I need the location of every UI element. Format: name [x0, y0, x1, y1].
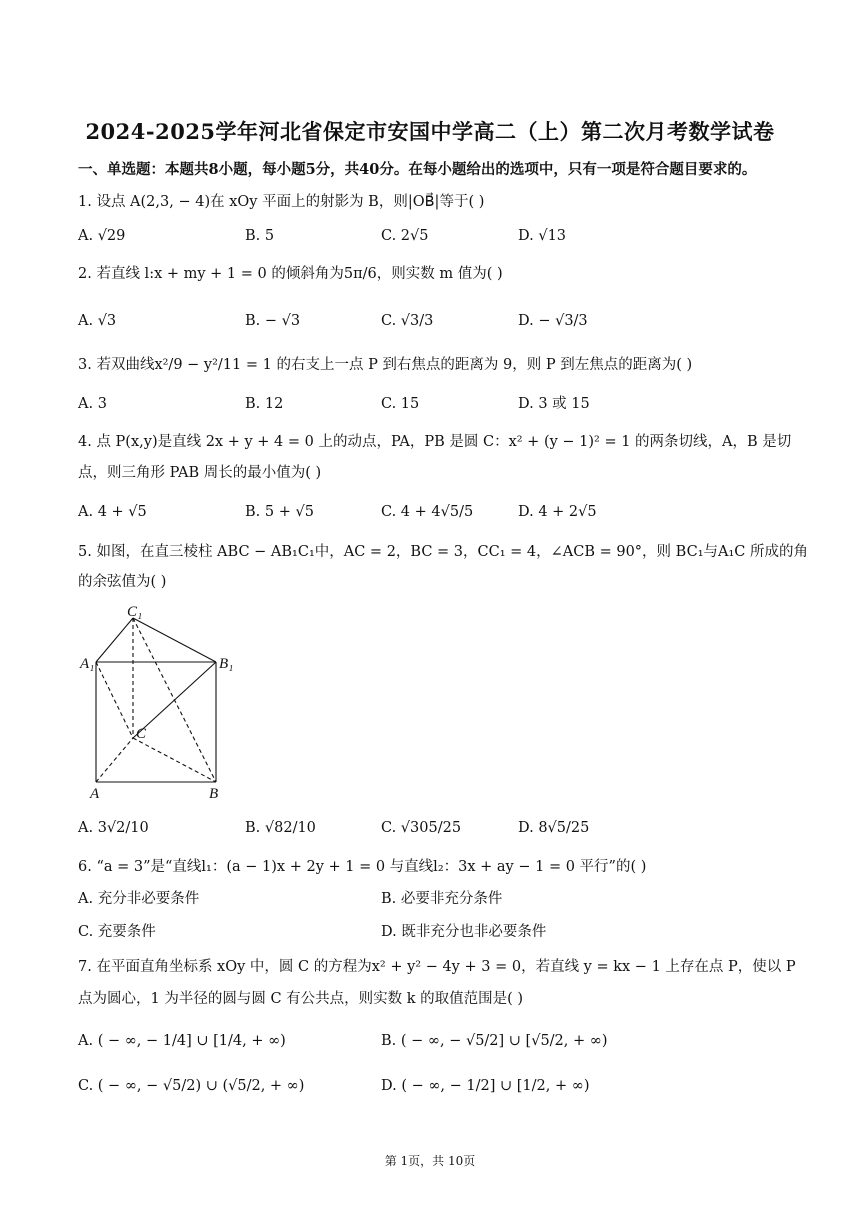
q2-option-a: A. √3 — [78, 313, 117, 329]
q5-option-d: D. 8√5/25 — [518, 820, 590, 836]
q6-option-c: C. 充要条件 — [78, 924, 156, 940]
q4-option-d: D. 4 + 2√5 — [518, 504, 597, 520]
q1-option-b: B. 5 — [245, 228, 275, 244]
question-5-stem-line2: 的余弦值为( ) — [78, 574, 167, 590]
q3-option-c: C. 15 — [381, 396, 420, 412]
q5-option-c: C. √305/25 — [381, 820, 462, 836]
q4-option-b: B. 5 + √5 — [245, 504, 314, 520]
label-c1: C₁ — [127, 604, 143, 620]
q3-option-d: D. 3 或 15 — [518, 396, 590, 412]
prism-figure — [78, 600, 248, 805]
q1-option-d: D. √13 — [518, 228, 567, 244]
q7-option-a: A. ( − ∞, − 1/4] ∪ [1/4, + ∞) — [78, 1033, 286, 1049]
question-3-stem: 3. 若双曲线x²/9 − y²/11 = 1 的右支上一点 P 到右焦点的距离为 9，则 P 到左焦点的距离为( ) — [78, 357, 693, 373]
question-4-stem-line1: 4. 点 P(x,y)是直线 2x + y + 4 = 0 上的动点，PA，PB 是圆 C：x² + (y − 1)² = 1 的两条切线，A，B 是切 — [78, 434, 792, 450]
question-2-stem: 2. 若直线 l:x + my + 1 = 0 的倾斜角为5π/6，则实数 m 值为( ) — [78, 266, 503, 282]
q7-option-d: D. ( − ∞, − 1/2] ∪ [1/2, + ∞) — [381, 1078, 590, 1094]
page-footer: 第 1页，共 10页 — [384, 1154, 476, 1168]
q6-option-d: D. 既非充分也非必要条件 — [381, 924, 547, 940]
q2-option-b: B. − √3 — [245, 313, 301, 329]
q6-option-b: B. 必要非充分条件 — [381, 891, 503, 907]
question-6-stem: 6. “a = 3”是“直线l₁：(a − 1)x + 2y + 1 = 0 与直线l₂：3x + ay − 1 = 0 平行”的( ) — [78, 859, 647, 875]
q2-option-c: C. √3/3 — [381, 313, 434, 329]
q5-option-a: A. 3√2/10 — [78, 820, 149, 836]
q7-option-c: C. ( − ∞, − √5/2) ∪ (√5/2, + ∞) — [78, 1078, 305, 1094]
q6-option-a: A. 充分非必要条件 — [78, 891, 200, 907]
page-title: 2024-2025学年河北省保定市安国中学高二（上）第二次月考数学试卷 — [85, 119, 775, 144]
section-heading: 一、单选题：本题共8小题，每小题5分，共40分。在每小题给出的选项中，只有一项是符合题目要求的。 — [78, 161, 757, 178]
label-b1: B₁ — [219, 656, 234, 672]
q4-option-a: A. 4 + √5 — [78, 504, 147, 520]
q7-option-b: B. ( − ∞, − √5/2] ∪ [√5/2, + ∞) — [381, 1033, 608, 1049]
q1-option-c: C. 2√5 — [381, 228, 429, 244]
q2-option-d: D. − √3/3 — [518, 313, 588, 329]
q1-option-a: A. √29 — [78, 228, 126, 244]
q4-option-c: C. 4 + 4√5/5 — [381, 504, 474, 520]
label-a: A — [90, 786, 100, 802]
question-1-stem: 1. 设点 A(2,3, − 4)在 xOy 平面上的射影为 B，则|OB⃗|等于( ) — [78, 194, 485, 210]
question-5-stem-line1: 5. 如图，在直三棱柱 ABC − AB₁C₁中，AC = 2，BC = 3，CC₁ = 4，∠ACB = 90°，则 BC₁与A₁C 所成的角 — [78, 544, 808, 560]
q5-option-b: B. √82/10 — [245, 820, 316, 836]
question-7-stem-line1: 7. 在平面直角坐标系 xOy 中，圆 C 的方程为x² + y² − 4y + 3 = 0，若直线 y = kx − 1 上存在点 P，使以 P — [78, 959, 796, 975]
q3-option-a: A. 3 — [78, 396, 107, 412]
question-7-stem-line2: 点为圆心，1 为半径的圆与圆 C 有公共点，则实数 k 的取值范围是( ) — [78, 991, 524, 1007]
label-c: C — [136, 726, 147, 742]
label-a1: A₁ — [80, 656, 95, 672]
question-4-stem-line2: 点，则三角形 PAB 周长的最小值为( ) — [78, 465, 322, 481]
q3-option-b: B. 12 — [245, 396, 284, 412]
label-b: B — [209, 786, 219, 802]
